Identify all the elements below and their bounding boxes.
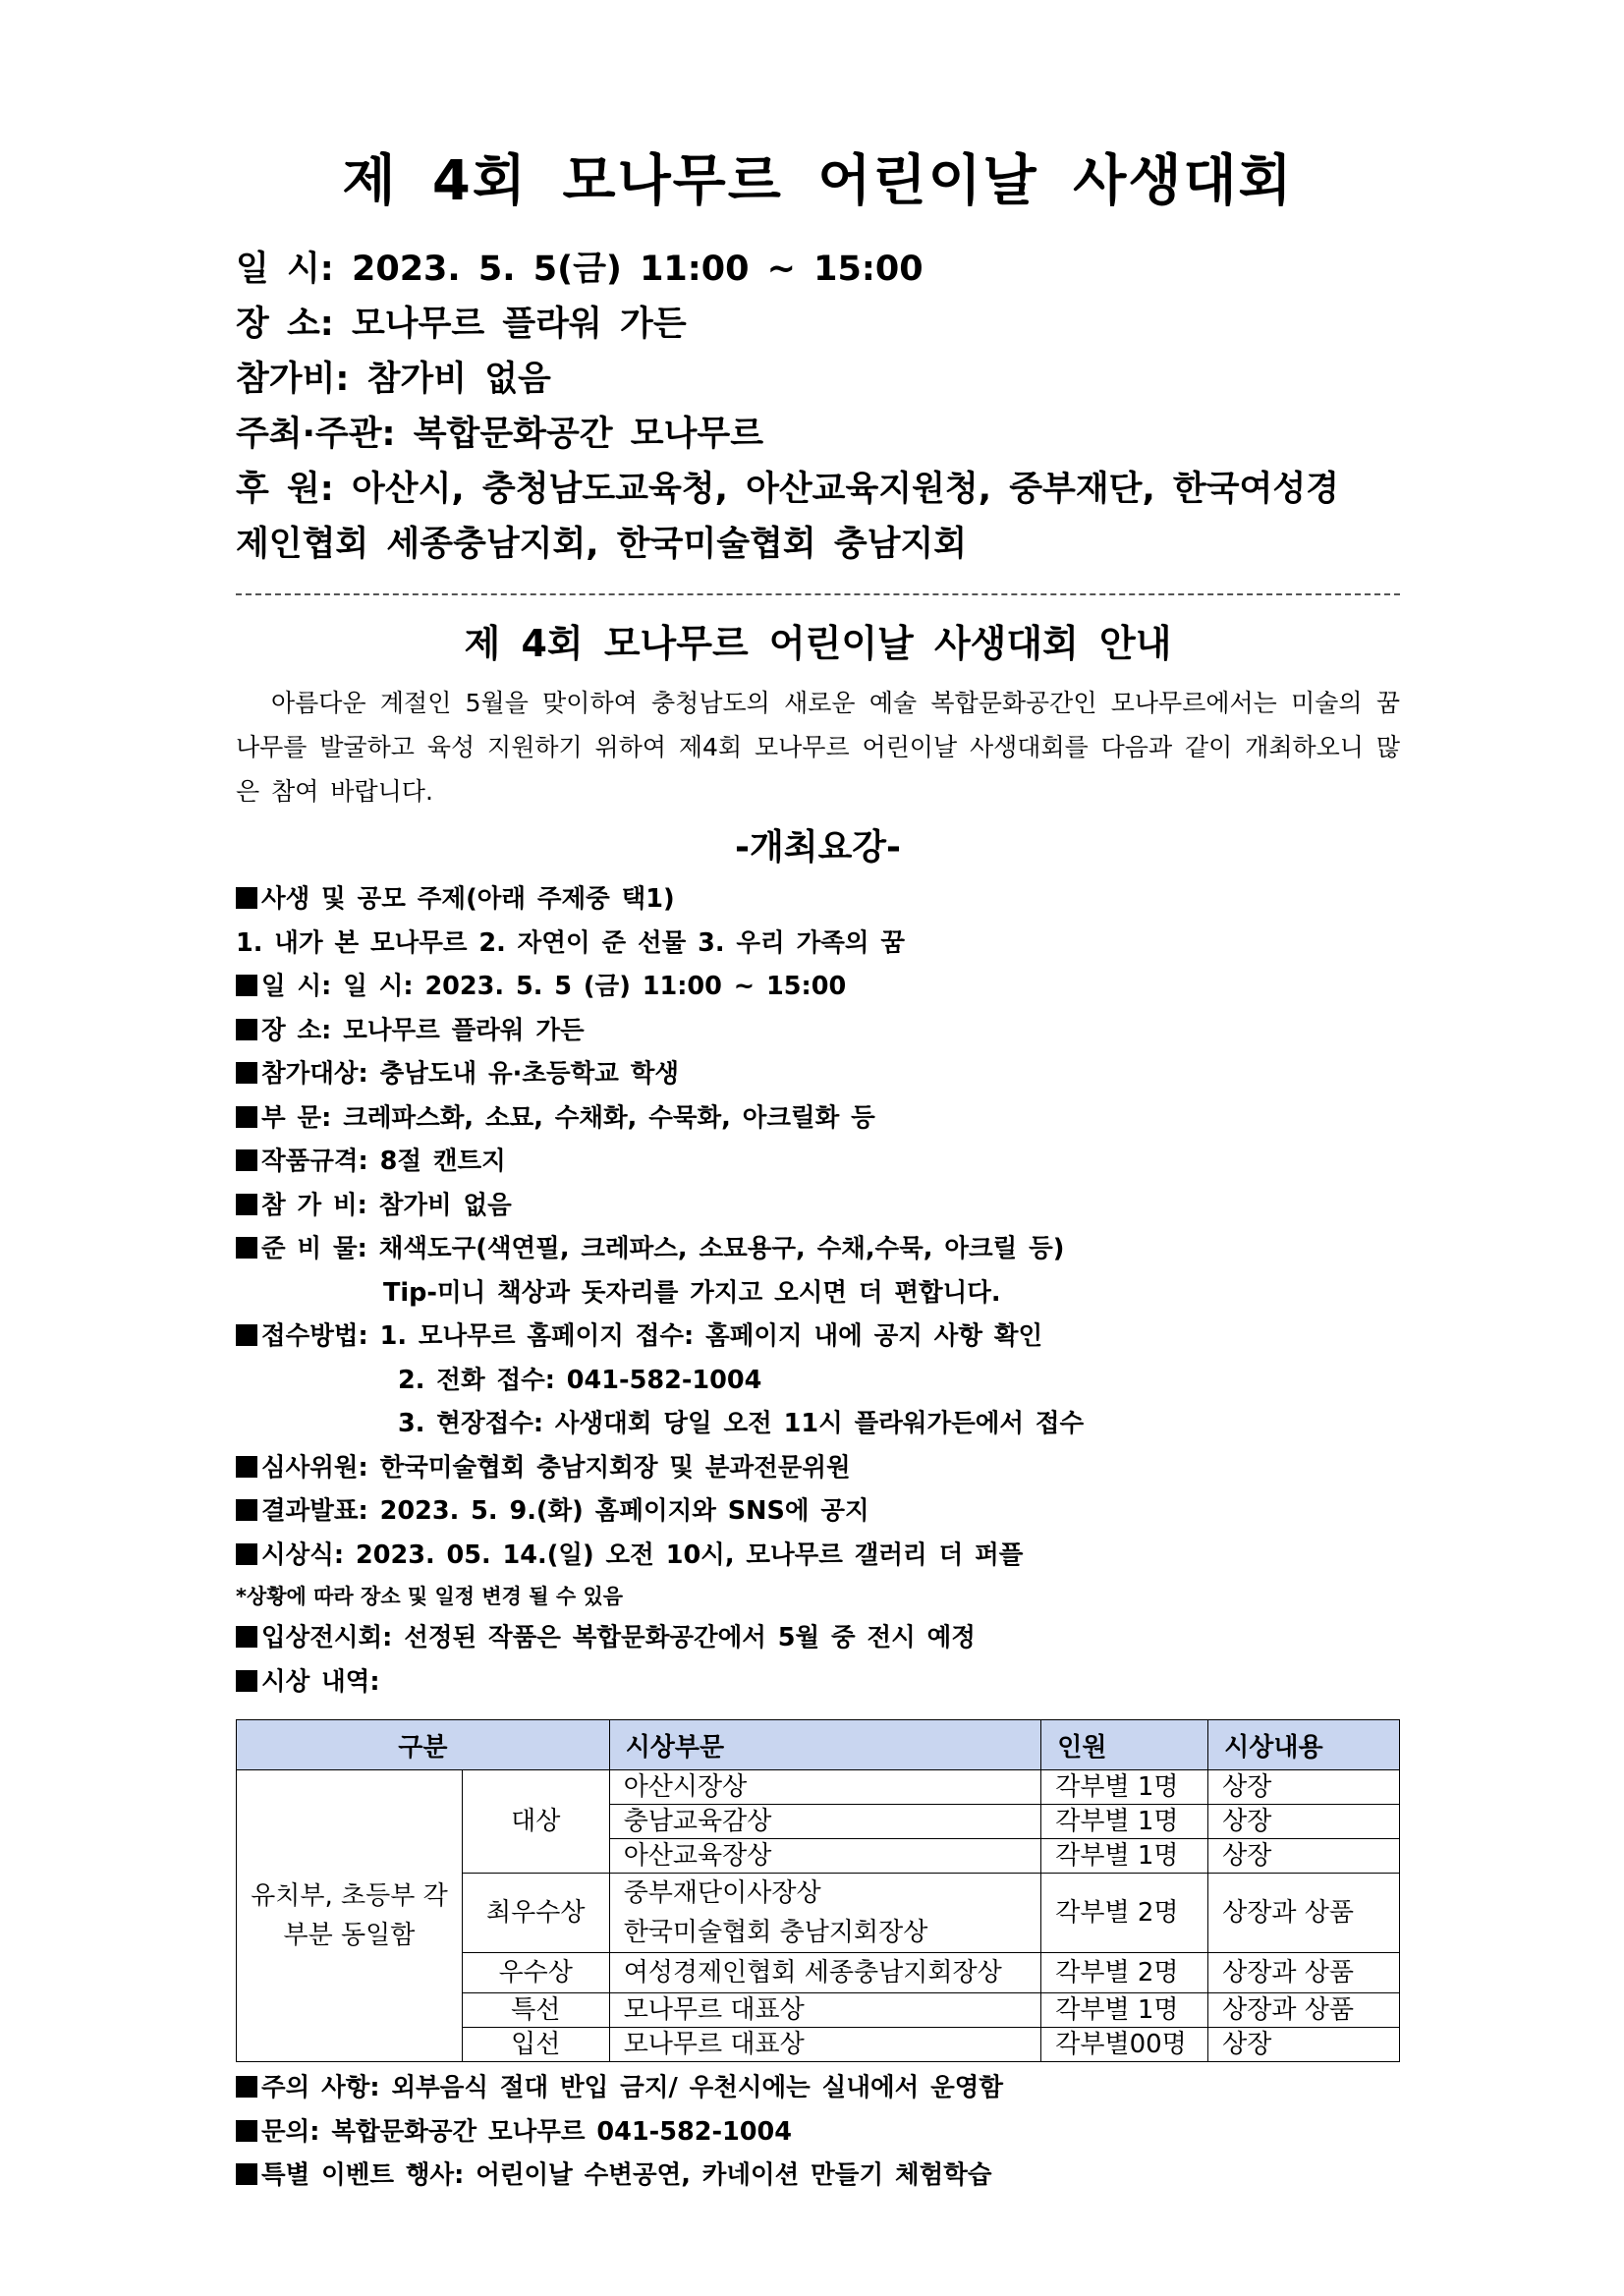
item-result: 결과발표: 2023. 5. 9.(화) 홈페이지와 SNS에 공지	[236, 1489, 1400, 1534]
awards-table	[236, 1719, 1400, 2062]
item-apply-2: 2. 전화 접수: 041-582-1004	[398, 1365, 762, 1395]
item-target: 참가대상: 충남도내 유·초등학교 학생	[236, 1052, 1400, 1096]
level-cell: 최우수상	[462, 1874, 609, 1953]
prize-cell: 상장과 상품	[1208, 1874, 1400, 1953]
info-place: 장 소: 모나무르 플라워 가든	[236, 305, 687, 344]
award-name-cell: 여성경제인협회 세종충남지회장상	[609, 1953, 1041, 1993]
item-spec: 작품규격: 8절 캔트지	[236, 1140, 1400, 1184]
square-bullet-icon	[236, 975, 257, 996]
square-bullet-icon	[236, 2076, 257, 2098]
count-cell: 각부별 2명	[1041, 1874, 1208, 1953]
square-bullet-icon	[236, 1106, 257, 1128]
prize-cell: 상장과 상품	[1208, 1993, 1400, 2028]
item-tip: Tip-미니 책상과 돗자리를 가지고 오시면 더 편합니다.	[383, 1277, 1001, 1308]
item-category: 부 문: 크레파스화, 소묘, 수채화, 수묵화, 아크릴화 등	[236, 1096, 1400, 1141]
award-name-cell: 모나무르 대표상	[609, 1993, 1041, 2028]
item-date: 일 시: 일 시: 2023. 5. 5 (금) 11:00 ~ 15:00	[236, 965, 1400, 1009]
award-name-cell: 모나무르 대표상	[609, 2028, 1041, 2062]
item-apply-3: 3. 현장접수: 사생대회 당일 오전 11시 플라워가든에서 접수	[398, 1409, 1085, 1438]
group-cell: 유치부, 초등부 각부분 동일함	[237, 1770, 463, 2062]
count-cell: 각부별 1명	[1041, 1993, 1208, 2028]
document-title: 제 4회 모나무르 어린이날 사생대회	[342, 149, 1294, 213]
award-name-cell: 중부재단이사장상 한국미술협회 충남지회장상	[609, 1874, 1041, 1953]
award-name-cell: 충남교육감상	[609, 1805, 1041, 1839]
count-cell: 각부별 2명	[1041, 1953, 1208, 1993]
count-cell: 각부별00명	[1041, 2028, 1208, 2062]
intro-paragraph: 아름다운 계절인 5월을 맞이하여 충청남도의 새로운 예술 복합문화공간인 모나무르에서는 미술의 꿈나무를 발굴하고 육성 지원하기 위하여 제4회 모나무르 어린이날 사생대회를 다음과 같이 개최하오니 많은 참여 바랍니다.	[236, 689, 1400, 806]
prize-cell: 상장	[1208, 1770, 1400, 1805]
count-cell: 각부별 1명	[1041, 1805, 1208, 1839]
square-bullet-icon	[236, 1499, 257, 1521]
table-header-row	[237, 1720, 1400, 1770]
square-bullet-icon	[236, 1019, 257, 1040]
item-place: 장 소: 모나무르 플라워 가든	[236, 1009, 1400, 1053]
prize-cell: 상장	[1208, 1839, 1400, 1874]
item-theme: 사생 및 공모 주제(아래 주제중 택1)	[236, 877, 1400, 922]
section-title: -개최요강-	[735, 827, 901, 868]
item-caution: 주의 사항: 외부음식 절대 반입 금지/ 우천시에는 실내에서 운영함	[236, 2066, 1400, 2110]
item-fee: 참 가 비: 참가비 없음	[236, 1184, 1400, 1228]
footer-notes	[236, 2066, 1400, 2198]
item-supplies: 준 비 물: 채색도구(색연필, 크레파스, 소묘용구, 수채,수묵, 아크릴 등)	[236, 1227, 1400, 1271]
info-fee: 참가비: 참가비 없음	[236, 360, 551, 399]
square-bullet-icon	[236, 1543, 257, 1565]
change-note: *상황에 따라 장소 및 일정 변경 될 수 있음	[236, 1585, 624, 1608]
header-count: 인원	[1041, 1720, 1208, 1770]
square-bullet-icon	[236, 1456, 257, 1478]
count-cell: 각부별 1명	[1041, 1839, 1208, 1874]
table-row	[237, 1770, 1400, 1805]
square-bullet-icon	[236, 1237, 257, 1259]
header-info	[236, 242, 1400, 572]
item-awards-label: 시상 내역:	[236, 1660, 1400, 1705]
notice-subtitle: 제 4회 모나무르 어린이날 사생대회 안내	[464, 622, 1172, 665]
square-bullet-icon	[236, 1670, 257, 1692]
square-bullet-icon	[236, 1149, 257, 1171]
info-sponsor: 후 원: 아산시, 충청남도교육청, 아산교육지원청, 중부재단, 한국여성경	[236, 470, 1339, 509]
award-name-cell: 아산교육장상	[609, 1839, 1041, 1874]
info-date: 일 시: 2023. 5. 5(금) 11:00 ~ 15:00	[236, 250, 924, 289]
item-apply-1: 접수방법: 1. 모나무르 홈페이지 접수: 홈페이지 내에 공지 사항 확인	[236, 1315, 1400, 1359]
guidelines-list	[236, 877, 1400, 1704]
info-host: 주최·주관: 복합문화공간 모나무르	[236, 415, 764, 454]
item-judges: 심사위원: 한국미술협회 충남지회장 및 분과전문위원	[236, 1446, 1400, 1490]
square-bullet-icon	[236, 1194, 257, 1215]
square-bullet-icon	[236, 1626, 257, 1648]
square-bullet-icon	[236, 2163, 257, 2185]
level-cell: 특선	[462, 1993, 609, 2028]
award-name-cell: 아산시장상	[609, 1770, 1041, 1805]
header-category: 구분	[237, 1720, 610, 1770]
item-exhibition: 입상전시회: 선정된 작품은 복합문화공간에서 5월 중 전시 예정	[236, 1616, 1400, 1660]
item-ceremony: 시상식: 2023. 05. 14.(일) 오전 10시, 모나무르 갤러리 더 퍼플	[236, 1534, 1400, 1578]
square-bullet-icon	[236, 1324, 257, 1346]
square-bullet-icon	[236, 2120, 257, 2142]
square-bullet-icon	[236, 887, 257, 909]
prize-cell: 상장	[1208, 2028, 1400, 2062]
header-prize: 시상내용	[1208, 1720, 1400, 1770]
level-cell: 입선	[462, 2028, 609, 2062]
item-theme-list: 1. 내가 본 모나무르 2. 자연이 준 선물 3. 우리 가족의 꿈	[236, 927, 905, 958]
item-contact: 문의: 복합문화공간 모나무르 041-582-1004	[236, 2110, 1400, 2155]
level-cell: 우수상	[462, 1953, 609, 1993]
document-page	[236, 138, 1400, 2198]
dashed-divider	[236, 593, 1400, 595]
item-special-event: 특별 이벤트 행사: 어린이날 수변공연, 카네이션 만들기 체험학습	[236, 2154, 1400, 2198]
level-cell: 대상	[462, 1770, 609, 1874]
info-sponsor-cont: 제인협회 세종충남지회, 한국미술협회 충남지회	[236, 525, 968, 564]
prize-cell: 상장과 상품	[1208, 1953, 1400, 1993]
count-cell: 각부별 1명	[1041, 1770, 1208, 1805]
square-bullet-icon	[236, 1062, 257, 1084]
header-award: 시상부문	[609, 1720, 1041, 1770]
prize-cell: 상장	[1208, 1805, 1400, 1839]
